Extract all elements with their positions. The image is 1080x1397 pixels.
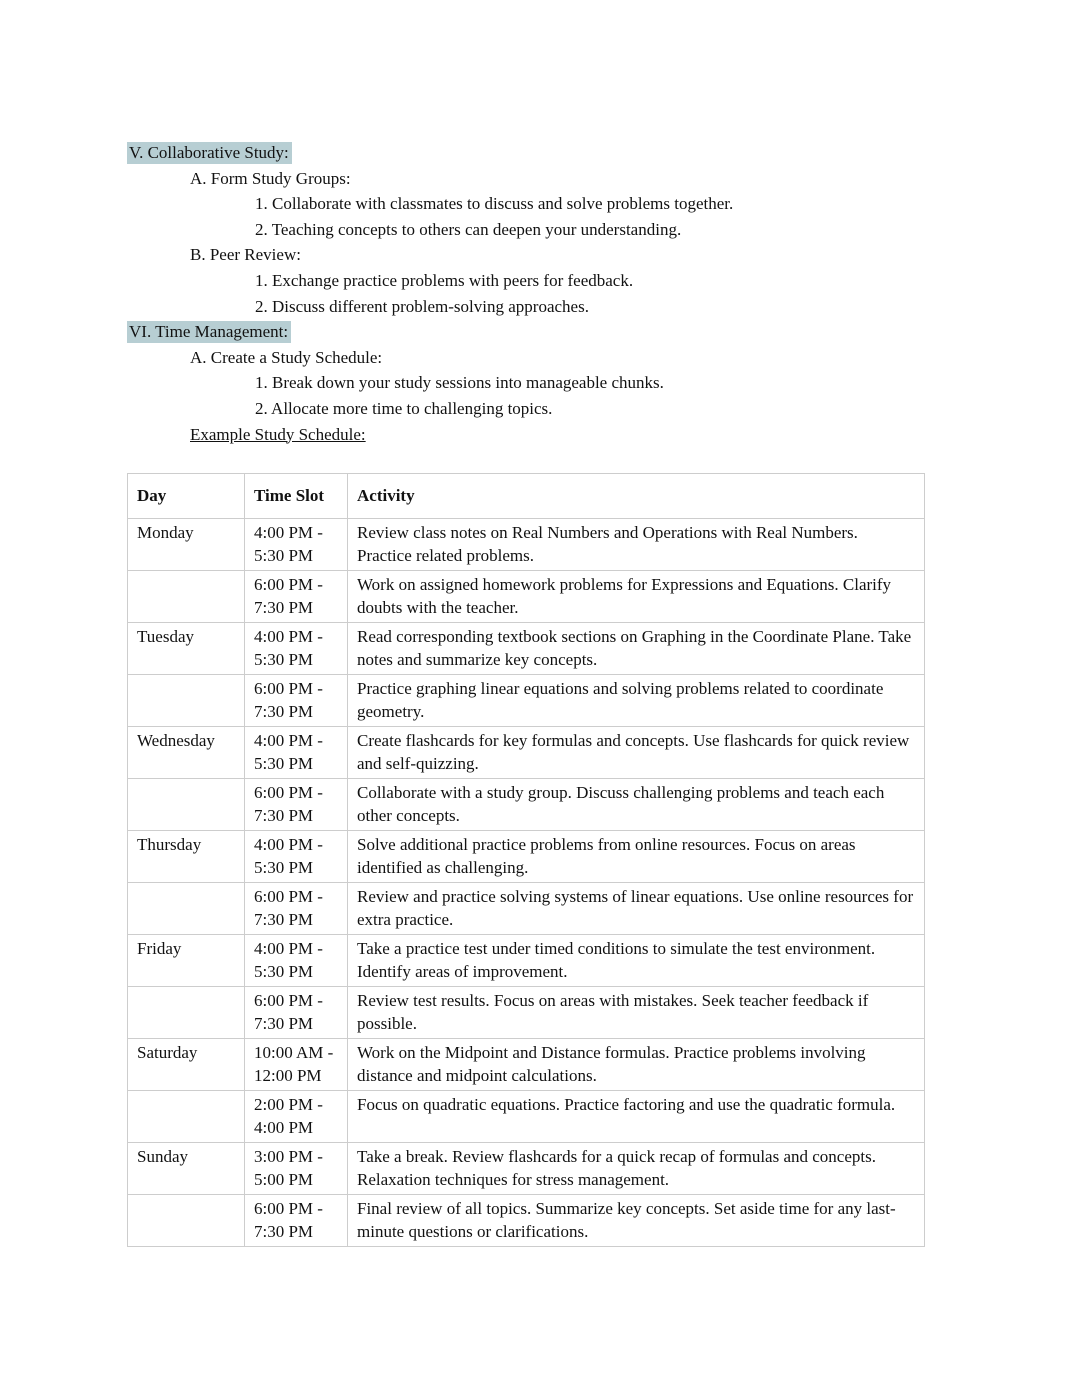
section-heading: VI. Time Management:: [127, 321, 291, 343]
table-row: [128, 987, 925, 1039]
table-row: [128, 1091, 925, 1143]
day-cell: Wednesday: [128, 727, 245, 779]
table-row: [128, 1143, 925, 1195]
table-row: [128, 675, 925, 727]
outline-subitem: 1. Break down your study sessions into manageable chunks.: [255, 373, 664, 393]
time-slot-cell: 4:00 PM - 5:30 PM: [245, 727, 348, 779]
example-schedule-label: Example Study Schedule:: [190, 424, 366, 444]
activity-cell: Collaborate with a study group. Discuss challenging problems and teach each other concepts.: [348, 779, 925, 831]
table-row: [128, 779, 925, 831]
time-slot-cell: 3:00 PM - 5:00 PM: [245, 1143, 348, 1195]
schedule-table-body: [128, 519, 925, 1247]
table-header-cell-time-slot: Time Slot: [245, 474, 348, 519]
study-notes-outline: [127, 140, 953, 447]
activity-cell: Read corresponding textbook sections on Graphing in the Coordinate Plane. Take notes and summarize key concepts.: [348, 623, 925, 675]
activity-cell: Take a break. Review flashcards for a quick recap of formulas and concepts. Relaxation techniques for stress management.: [348, 1143, 925, 1195]
time-slot-cell: 6:00 PM - 7:30 PM: [245, 1195, 348, 1247]
day-cell: Tuesday: [128, 623, 245, 675]
outline-item: B. Peer Review:: [190, 245, 301, 265]
time-slot-cell: 6:00 PM - 7:30 PM: [245, 883, 348, 935]
day-cell: [128, 987, 245, 1039]
day-cell: [128, 883, 245, 935]
schedule-table-head: [128, 474, 925, 519]
study-schedule-table: [127, 473, 925, 1247]
outline-subitem: 2. Teaching concepts to others can deepen your understanding.: [255, 219, 682, 239]
table-row: [128, 1195, 925, 1247]
table-row: [128, 935, 925, 987]
outline-subitem: 2. Discuss different problem-solving approaches.: [255, 296, 589, 316]
table-row: [128, 831, 925, 883]
activity-cell: Create flashcards for key formulas and concepts. Use flashcards for quick review and self-quizzing.: [348, 727, 925, 779]
time-slot-cell: 4:00 PM - 5:30 PM: [245, 831, 348, 883]
outline-subitem: 1. Exchange practice problems with peers for feedback.: [255, 270, 634, 290]
time-slot-cell: 6:00 PM - 7:30 PM: [245, 779, 348, 831]
section-heading-line: [127, 319, 953, 345]
activity-cell: Work on assigned homework problems for Expressions and Equations. Clarify doubts with the teacher.: [348, 571, 925, 623]
section-heading-line: [127, 140, 953, 166]
table-row: [128, 1039, 925, 1091]
activity-cell: Take a practice test under timed conditions to simulate the test environment. Identify areas of improvement.: [348, 935, 925, 987]
table-row: [128, 727, 925, 779]
time-slot-cell: 4:00 PM - 5:30 PM: [245, 935, 348, 987]
day-cell: Friday: [128, 935, 245, 987]
time-slot-cell: 6:00 PM - 7:30 PM: [245, 571, 348, 623]
day-cell: [128, 1195, 245, 1247]
day-cell: Monday: [128, 519, 245, 571]
day-cell: Sunday: [128, 1143, 245, 1195]
table-row: [128, 519, 925, 571]
table-row: [128, 571, 925, 623]
time-slot-cell: 4:00 PM - 5:30 PM: [245, 623, 348, 675]
day-cell: [128, 675, 245, 727]
day-cell: Saturday: [128, 1039, 245, 1091]
activity-cell: Solve additional practice problems from online resources. Focus on areas identified as challenging.: [348, 831, 925, 883]
day-cell: [128, 1091, 245, 1143]
day-cell: Thursday: [128, 831, 245, 883]
time-slot-cell: 4:00 PM - 5:30 PM: [245, 519, 348, 571]
time-slot-cell: 2:00 PM - 4:00 PM: [245, 1091, 348, 1143]
table-row: [128, 883, 925, 935]
section-heading: V. Collaborative Study:: [127, 142, 292, 164]
activity-cell: Focus on quadratic equations. Practice factoring and use the quadratic formula.: [348, 1091, 925, 1143]
activity-cell: Work on the Midpoint and Distance formulas. Practice problems involving distance and midpoint calculations.: [348, 1039, 925, 1091]
table-header-row: [128, 474, 925, 519]
outline-item: A. Form Study Groups:: [190, 168, 351, 188]
table-header-cell-day: Day: [128, 474, 245, 519]
time-slot-cell: 6:00 PM - 7:30 PM: [245, 675, 348, 727]
outline-subitem: 2. Allocate more time to challenging topics.: [255, 398, 553, 418]
activity-cell: Review and practice solving systems of linear equations. Use online resources for extra practice.: [348, 883, 925, 935]
outline-subitem: 1. Collaborate with classmates to discuss and solve problems together.: [255, 194, 734, 214]
activity-cell: Practice graphing linear equations and solving problems related to coordinate geometry.: [348, 675, 925, 727]
day-cell: [128, 779, 245, 831]
table-row: [128, 623, 925, 675]
outline-item: A. Create a Study Schedule:: [190, 347, 383, 367]
activity-cell: Review class notes on Real Numbers and Operations with Real Numbers. Practice related problems.: [348, 519, 925, 571]
time-slot-cell: 6:00 PM - 7:30 PM: [245, 987, 348, 1039]
day-cell: [128, 571, 245, 623]
activity-cell: Review test results. Focus on areas with mistakes. Seek teacher feedback if possible.: [348, 987, 925, 1039]
table-header-cell-activity: Activity: [348, 474, 925, 519]
time-slot-cell: 10:00 AM - 12:00 PM: [245, 1039, 348, 1091]
activity-cell: Final review of all topics. Summarize key concepts. Set aside time for any last-minute questions or clarifications.: [348, 1195, 925, 1247]
